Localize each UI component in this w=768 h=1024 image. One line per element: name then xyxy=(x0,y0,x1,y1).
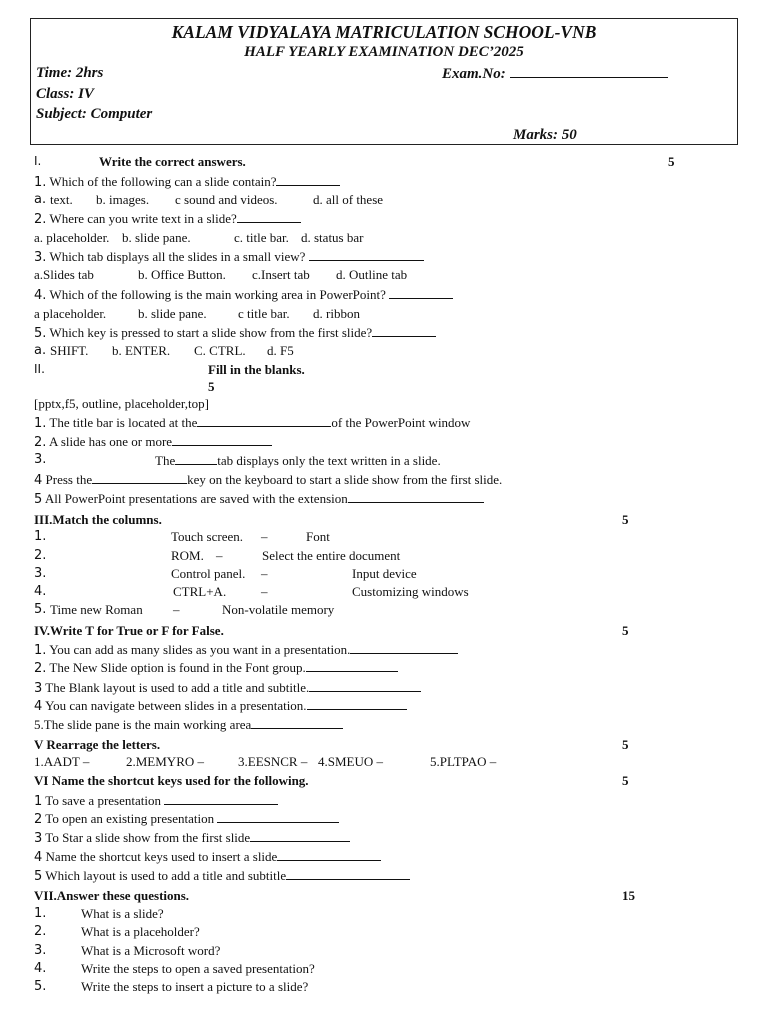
match-row-number: 5. xyxy=(34,602,47,617)
section-5-title: V Rearrage the letters. xyxy=(34,737,161,752)
answer-blank xyxy=(164,793,278,805)
answer-blank xyxy=(251,717,343,729)
s1-q1-option-d: d. all of these xyxy=(313,192,384,207)
s1-q4-option-c: c title bar. xyxy=(238,306,290,321)
s1-q5: 5. Which key is pressed to start a slide show from the first slide? xyxy=(34,325,436,340)
s1-q2-option-d: d. status bar xyxy=(301,230,364,245)
s2-q1: 1. The title bar is located at the of the PowerPoint window xyxy=(34,415,471,431)
question-number: 4. xyxy=(34,961,47,976)
exam-title: HALF YEARLY EXAMINATION DEC’2025 xyxy=(244,44,524,60)
match-dash: – xyxy=(216,548,223,563)
answer-blank xyxy=(307,698,407,710)
answer-blank xyxy=(250,830,350,842)
answer-blank xyxy=(172,434,272,446)
word-bank: [pptx,f5, outline, placeholder,top] xyxy=(34,396,209,411)
question-text: Write the steps to open a saved presentation? xyxy=(81,961,315,976)
exam-time: Time: 2hrs xyxy=(36,65,104,81)
section-7-title: VII.Answer these questions. xyxy=(34,888,190,903)
section-6-title: VI Name the shortcut keys used for the following. xyxy=(34,773,309,788)
s1-q1-option-a-label: a. xyxy=(34,192,47,207)
s4-q5: 5.The slide pane is the main working area xyxy=(34,717,343,731)
section-3-marks: 5 xyxy=(622,512,629,527)
s2-q2: 2. A slide has one or more xyxy=(34,434,272,449)
s1-q2-option-b: b. slide pane. xyxy=(122,230,191,245)
jumbled-word-2: 2.MEMYRO – xyxy=(126,754,205,769)
s4-q3: 3 The Blank layout is used to add a title and subtitle. xyxy=(34,680,421,695)
s2-q5: 5 All PowerPoint presentations are saved with the extension xyxy=(34,491,484,506)
match-row-number: 4. xyxy=(34,584,47,599)
exam-subject: Subject: Computer xyxy=(36,106,153,122)
match-dash: – xyxy=(261,566,268,581)
answer-blank xyxy=(237,211,301,223)
answer-blank xyxy=(175,453,217,465)
match-left-item: ROM. xyxy=(171,548,204,563)
match-dash: – xyxy=(261,584,268,599)
match-row-number: 2. xyxy=(34,548,47,563)
s1-q5-option-c: C. CTRL. xyxy=(194,343,246,358)
s6-q4: 4 Name the shortcut keys used to insert a slide xyxy=(34,849,381,864)
jumbled-word-4: 4.SMEUO – xyxy=(318,754,384,769)
s1-q1: 1. Which of the following can a slide contain? xyxy=(34,174,340,189)
section-4-marks: 5 xyxy=(622,623,629,638)
s6-q1: 1 To save a presentation xyxy=(34,793,278,808)
s1-q4-option-a: a placeholder. xyxy=(34,306,107,321)
s1-q5-option-b: b. ENTER. xyxy=(112,343,171,358)
section-1-title: Write the correct answers. xyxy=(99,154,246,169)
answer-blank xyxy=(309,680,421,692)
s1-q1-option-a: text. xyxy=(50,192,73,207)
s2-q3: The tab displays only the text written in a slide. xyxy=(155,453,441,468)
section-1-number: I. xyxy=(34,154,42,168)
s1-q1-option-c: c sound and videos. xyxy=(175,192,278,207)
s2-q3-number: 3. xyxy=(34,452,47,467)
answer-blank xyxy=(92,472,187,484)
s1-q1-option-b: b. images. xyxy=(96,192,150,207)
question-number: 2. xyxy=(34,924,47,939)
s1-q5-option-d: d. F5 xyxy=(267,343,294,358)
section-7-marks: 15 xyxy=(622,888,635,903)
question-text: Write the steps to insert a picture to a slide? xyxy=(81,979,309,994)
s4-q1: 1. You can add as many slides as you want in a presentation. xyxy=(34,642,458,657)
s4-q4: 4 You can navigate between slides in a presentation. xyxy=(34,698,407,713)
s1-q4-option-b: b. slide pane. xyxy=(138,306,207,321)
answer-blank xyxy=(277,849,381,861)
s6-q5: 5 Which layout is used to add a title and subtitle xyxy=(34,868,410,883)
match-right-item: Select the entire document xyxy=(262,548,401,563)
s1-q3-option-c: c.Insert tab xyxy=(252,267,310,282)
match-row-number: 3. xyxy=(34,566,47,581)
s1-q3-option-a: a.Slides tab xyxy=(34,267,94,282)
answer-blank xyxy=(276,174,340,186)
question-text: What is a Microsoft word? xyxy=(81,943,221,958)
question-text: What is a slide? xyxy=(81,906,164,921)
match-left-item: CTRL+A. xyxy=(173,584,227,599)
jumbled-word-3: 3.EESNCR – xyxy=(238,754,308,769)
s1-q5-option-a: SHIFT. xyxy=(50,343,89,358)
question-number: 1. xyxy=(34,906,47,921)
section-3-title: III.Match the columns. xyxy=(34,512,162,527)
s1-q2-option-c: c. title bar. xyxy=(234,230,289,245)
section-6-marks: 5 xyxy=(622,773,629,788)
school-name: KALAM VIDYALAYA MATRICULATION SCHOOL-VNB xyxy=(171,22,597,42)
match-left-item: Touch screen. xyxy=(171,529,244,544)
answer-blank xyxy=(348,491,484,503)
s1-q3-option-b: b. Office Button. xyxy=(138,267,226,282)
s1-q2-option-a: a. placeholder. xyxy=(34,230,110,245)
answer-blank xyxy=(350,642,458,654)
question-number: 3. xyxy=(34,943,47,958)
section-5-marks: 5 xyxy=(622,737,629,752)
jumbled-word-1: 1.AADT – xyxy=(34,754,90,769)
answer-blank xyxy=(372,325,436,337)
s1-q3-option-d: d. Outline tab xyxy=(336,267,408,282)
s1-q4-option-d: d. ribbon xyxy=(313,306,360,321)
answer-blank xyxy=(217,811,339,823)
exam-number-blank xyxy=(510,66,668,78)
match-right-item: Input device xyxy=(352,566,417,581)
exam-marks: Marks: 50 xyxy=(513,127,577,143)
match-dash: – xyxy=(261,529,268,544)
section-4-title: IV.Write T for True or F for False. xyxy=(34,623,224,638)
section-2-marks: 5 xyxy=(208,379,215,394)
match-right-item: Customizing windows xyxy=(352,584,469,599)
answer-blank xyxy=(309,249,424,261)
s4-q2: 2. The New Slide option is found in the Font group. xyxy=(34,660,398,675)
answer-blank xyxy=(286,868,410,880)
jumbled-word-5: 5.PLTPAO – xyxy=(430,754,497,769)
question-text: What is a placeholder? xyxy=(81,924,200,939)
match-right-item: Non-volatile memory xyxy=(222,602,335,617)
answer-blank xyxy=(389,287,453,299)
s1-q2: 2. Where can you write text in a slide? xyxy=(34,211,301,226)
exam-number-label: Exam.No: xyxy=(442,66,668,82)
match-left-item: Time new Roman xyxy=(50,602,143,617)
exam-class: Class: IV xyxy=(36,86,94,102)
s6-q3: 3 To Star a slide show from the first slide xyxy=(34,830,350,845)
section-1-marks: 5 xyxy=(668,154,675,169)
section-2-title: Fill in the blanks. xyxy=(208,362,305,377)
answer-blank xyxy=(306,660,398,672)
match-dash: – xyxy=(173,602,180,617)
s1-q3: 3. Which tab displays all the slides in a small view? xyxy=(34,249,424,264)
question-number: 5. xyxy=(34,979,47,994)
answer-blank xyxy=(197,415,331,427)
match-row-number: 1. xyxy=(34,529,47,544)
s1-q5-option-a-label: a. xyxy=(34,343,47,358)
s2-q4: 4 Press the key on the keyboard to start a slide show from the first slide. xyxy=(34,472,503,488)
match-right-item: Font xyxy=(306,529,330,544)
match-left-item: Control panel. xyxy=(171,566,246,581)
section-2-number: II. xyxy=(34,362,45,376)
s1-q4: 4. Which of the following is the main working area in PowerPoint? xyxy=(34,287,453,302)
s6-q2: 2 To open an existing presentation xyxy=(34,811,339,826)
